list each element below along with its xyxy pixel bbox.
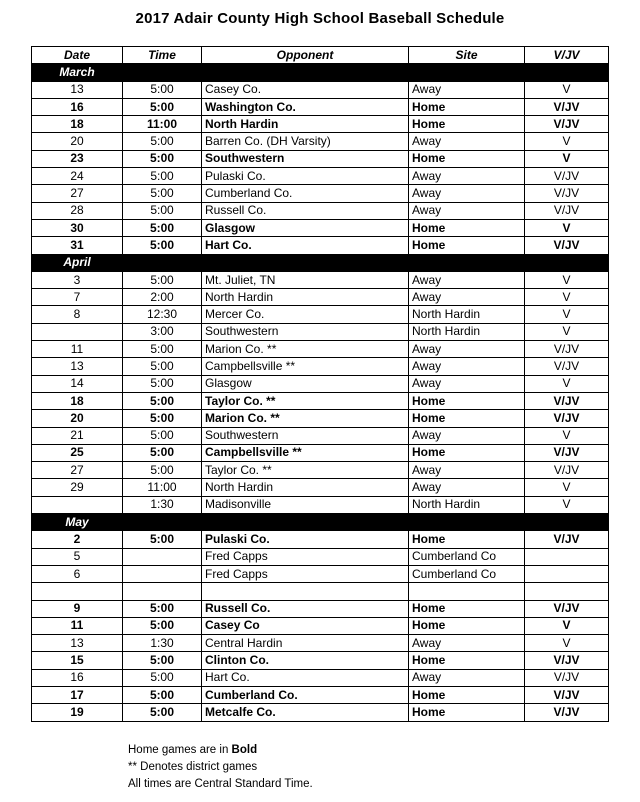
cell-opponent [202,583,409,600]
table-row [32,341,609,358]
cell-site: Away [409,479,525,496]
cell-time [123,548,202,565]
cell-time: 5:00 [123,150,202,167]
month-label: April [32,254,123,271]
cell-date: 7 [32,289,123,306]
cell-level: V/JV [525,358,609,375]
month-bar [123,254,609,271]
header-level: V/JV [525,47,609,64]
month-bar [123,64,609,81]
cell-time: 5:00 [123,237,202,254]
cell-opponent: Madisonville [202,496,409,513]
cell-opponent: Mercer Co. [202,306,409,323]
cell-site: Away [409,669,525,686]
table-row [32,704,609,721]
cell-site: Home [409,392,525,409]
table-row [32,116,609,133]
cell-site: Home [409,531,525,548]
cell-time: 5:00 [123,358,202,375]
table-row [32,375,609,392]
cell-opponent: Cumberland Co. [202,185,409,202]
cell-opponent: Hart Co. [202,237,409,254]
cell-date: 23 [32,150,123,167]
table-row [32,686,609,703]
cell-level [525,583,609,600]
cell-date: 27 [32,462,123,479]
cell-level: V/JV [525,202,609,219]
cell-site: Away [409,462,525,479]
cell-site [409,583,525,600]
cell-time: 5:00 [123,392,202,409]
cell-site: Away [409,635,525,652]
header-row [32,47,609,64]
cell-level: V [525,427,609,444]
cell-site: Cumberland Co [409,548,525,565]
table-row [32,392,609,409]
cell-opponent: Clinton Co. [202,652,409,669]
table-row [32,271,609,288]
cell-opponent: Pulaski Co. [202,531,409,548]
cell-site: Home [409,219,525,236]
cell-date: 27 [32,185,123,202]
cell-date: 11 [32,341,123,358]
cell-date: 13 [32,635,123,652]
cell-date: 20 [32,133,123,150]
cell-level: V/JV [525,168,609,185]
cell-level: V [525,271,609,288]
cell-site: Cumberland Co [409,565,525,582]
cell-time: 5:00 [123,133,202,150]
cell-site: Home [409,116,525,133]
cell-opponent: Hart Co. [202,669,409,686]
cell-time: 5:00 [123,219,202,236]
cell-date: 9 [32,600,123,617]
cell-site: Away [409,375,525,392]
table-row [32,185,609,202]
cell-level: V/JV [525,116,609,133]
note-home [128,742,313,759]
cell-opponent: Metcalfe Co. [202,704,409,721]
cell-level: V/JV [525,686,609,703]
cell-level: V [525,219,609,236]
cell-site: North Hardin [409,496,525,513]
cell-opponent: Glasgow [202,219,409,236]
cell-date: 21 [32,427,123,444]
table-row [32,219,609,236]
table-row [32,237,609,254]
cell-time: 5:00 [123,462,202,479]
cell-opponent: Pulaski Co. [202,168,409,185]
cell-level: V [525,617,609,634]
cell-opponent: Barren Co. (DH Varsity) [202,133,409,150]
cell-opponent: Campbellsville ** [202,444,409,461]
cell-time: 2:00 [123,289,202,306]
cell-date: 3 [32,271,123,288]
table-row [32,98,609,115]
cell-time: 11:00 [123,116,202,133]
table-row [32,358,609,375]
cell-site: Away [409,289,525,306]
table-row [32,444,609,461]
cell-level: V [525,323,609,340]
cell-opponent: Fred Capps [202,548,409,565]
cell-level: V/JV [525,341,609,358]
cell-date: 28 [32,202,123,219]
cell-time: 5:00 [123,271,202,288]
table-row [32,635,609,652]
cell-opponent: Southwestern [202,323,409,340]
cell-time: 5:00 [123,341,202,358]
cell-time: 5:00 [123,669,202,686]
table-row [32,531,609,548]
cell-date: 30 [32,219,123,236]
cell-level: V/JV [525,669,609,686]
cell-date: 14 [32,375,123,392]
cell-date: 13 [32,358,123,375]
cell-level: V/JV [525,185,609,202]
table-row [32,479,609,496]
cell-opponent: North Hardin [202,116,409,133]
table-row [32,565,609,582]
cell-opponent: Fred Capps [202,565,409,582]
table-row [32,306,609,323]
cell-level: V/JV [525,444,609,461]
cell-level: V/JV [525,237,609,254]
cell-opponent: Taylor Co. ** [202,462,409,479]
cell-site: Away [409,81,525,98]
table-row [32,427,609,444]
month-label: May [32,514,123,531]
cell-opponent: Central Hardin [202,635,409,652]
cell-date: 5 [32,548,123,565]
cell-site: Home [409,98,525,115]
cell-site: Away [409,168,525,185]
cell-site: North Hardin [409,323,525,340]
month-header-row [32,514,609,531]
cell-level: V/JV [525,98,609,115]
table-row [32,323,609,340]
cell-date [32,323,123,340]
cell-date: 29 [32,479,123,496]
cell-time: 5:00 [123,98,202,115]
cell-site: Home [409,617,525,634]
cell-opponent: Washington Co. [202,98,409,115]
table-row [32,150,609,167]
cell-site: Away [409,427,525,444]
cell-site: Home [409,237,525,254]
cell-date: 13 [32,81,123,98]
cell-date: 18 [32,392,123,409]
cell-opponent: North Hardin [202,289,409,306]
page-title: 2017 Adair County High School Baseball Schedule [135,10,505,27]
cell-level: V/JV [525,462,609,479]
cell-time: 5:00 [123,202,202,219]
cell-time: 5:00 [123,427,202,444]
cell-date: 17 [32,686,123,703]
cell-time: 12:30 [123,306,202,323]
cell-date: 15 [32,652,123,669]
table-row [32,410,609,427]
cell-time: 5:00 [123,686,202,703]
cell-opponent: Russell Co. [202,202,409,219]
cell-time: 5:00 [123,600,202,617]
cell-level: V/JV [525,652,609,669]
cell-opponent: Cumberland Co. [202,686,409,703]
cell-level: V [525,150,609,167]
cell-date: 16 [32,98,123,115]
note-timezone: All times are Central Standard Time. [128,778,313,790]
table-row [32,202,609,219]
table-row [32,289,609,306]
cell-level: V/JV [525,600,609,617]
cell-opponent: Campbellsville ** [202,358,409,375]
header-date: Date [32,47,123,64]
cell-level: V/JV [525,531,609,548]
table-row [32,133,609,150]
cell-opponent: Glasgow [202,375,409,392]
cell-site: Away [409,271,525,288]
note-home-prefix: Home games are in [128,744,232,756]
cell-level: V/JV [525,392,609,409]
cell-time: 5:00 [123,375,202,392]
cell-time [123,583,202,600]
cell-time: 5:00 [123,444,202,461]
table-row [32,669,609,686]
cell-site: Home [409,704,525,721]
table-row [32,600,609,617]
table-row [32,462,609,479]
cell-date: 25 [32,444,123,461]
schedule-body [32,64,609,721]
cell-level: V [525,479,609,496]
cell-level: V [525,306,609,323]
table-row [32,583,609,600]
cell-time: 5:00 [123,168,202,185]
month-header-row [32,64,609,81]
table-row [32,652,609,669]
schedule-table [31,46,609,722]
cell-site: Home [409,652,525,669]
cell-date: 24 [32,168,123,185]
month-label: March [32,64,123,81]
cell-time: 5:00 [123,652,202,669]
cell-date: 31 [32,237,123,254]
cell-time: 5:00 [123,531,202,548]
cell-site: Home [409,410,525,427]
cell-opponent: Marion Co. ** [202,341,409,358]
cell-time [123,565,202,582]
notes [128,742,313,793]
cell-date [32,496,123,513]
cell-level: V [525,81,609,98]
month-bar [123,514,609,531]
header-site: Site [409,47,525,64]
cell-time: 5:00 [123,81,202,98]
cell-level: V [525,496,609,513]
cell-site: Home [409,600,525,617]
cell-level: V [525,289,609,306]
month-header-row [32,254,609,271]
cell-time: 5:00 [123,617,202,634]
cell-site: Away [409,185,525,202]
cell-time: 1:30 [123,635,202,652]
cell-level [525,565,609,582]
cell-level: V [525,375,609,392]
cell-site: Away [409,341,525,358]
cell-opponent: Russell Co. [202,600,409,617]
cell-date: 6 [32,565,123,582]
table-row [32,548,609,565]
cell-time: 5:00 [123,410,202,427]
table-row [32,617,609,634]
cell-site: North Hardin [409,306,525,323]
cell-date: 8 [32,306,123,323]
cell-opponent: Taylor Co. ** [202,392,409,409]
cell-date: 20 [32,410,123,427]
header-opponent: Opponent [202,47,409,64]
cell-site: Away [409,358,525,375]
header-time: Time [123,47,202,64]
cell-date: 16 [32,669,123,686]
cell-site: Home [409,444,525,461]
cell-opponent: Mt. Juliet, TN [202,271,409,288]
note-home-bold: Bold [231,744,258,756]
cell-time: 1:30 [123,496,202,513]
cell-date [32,583,123,600]
cell-site: Home [409,686,525,703]
table-row [32,168,609,185]
cell-time: 11:00 [123,479,202,496]
cell-date: 19 [32,704,123,721]
cell-level [525,548,609,565]
cell-time: 5:00 [123,185,202,202]
cell-level: V/JV [525,704,609,721]
cell-date: 11 [32,617,123,634]
cell-date: 18 [32,116,123,133]
cell-opponent: Casey Co. [202,81,409,98]
cell-level: V/JV [525,410,609,427]
cell-site: Home [409,150,525,167]
cell-opponent: Southwestern [202,427,409,444]
note-district: ** Denotes district games [128,761,258,773]
cell-opponent: North Hardin [202,479,409,496]
table-row [32,81,609,98]
table-row [32,496,609,513]
cell-time: 5:00 [123,704,202,721]
cell-opponent: Marion Co. ** [202,410,409,427]
cell-time: 3:00 [123,323,202,340]
cell-date: 2 [32,531,123,548]
cell-level: V [525,635,609,652]
cell-site: Away [409,202,525,219]
cell-site: Away [409,133,525,150]
cell-opponent: Southwestern [202,150,409,167]
cell-level: V [525,133,609,150]
cell-opponent: Casey Co [202,617,409,634]
